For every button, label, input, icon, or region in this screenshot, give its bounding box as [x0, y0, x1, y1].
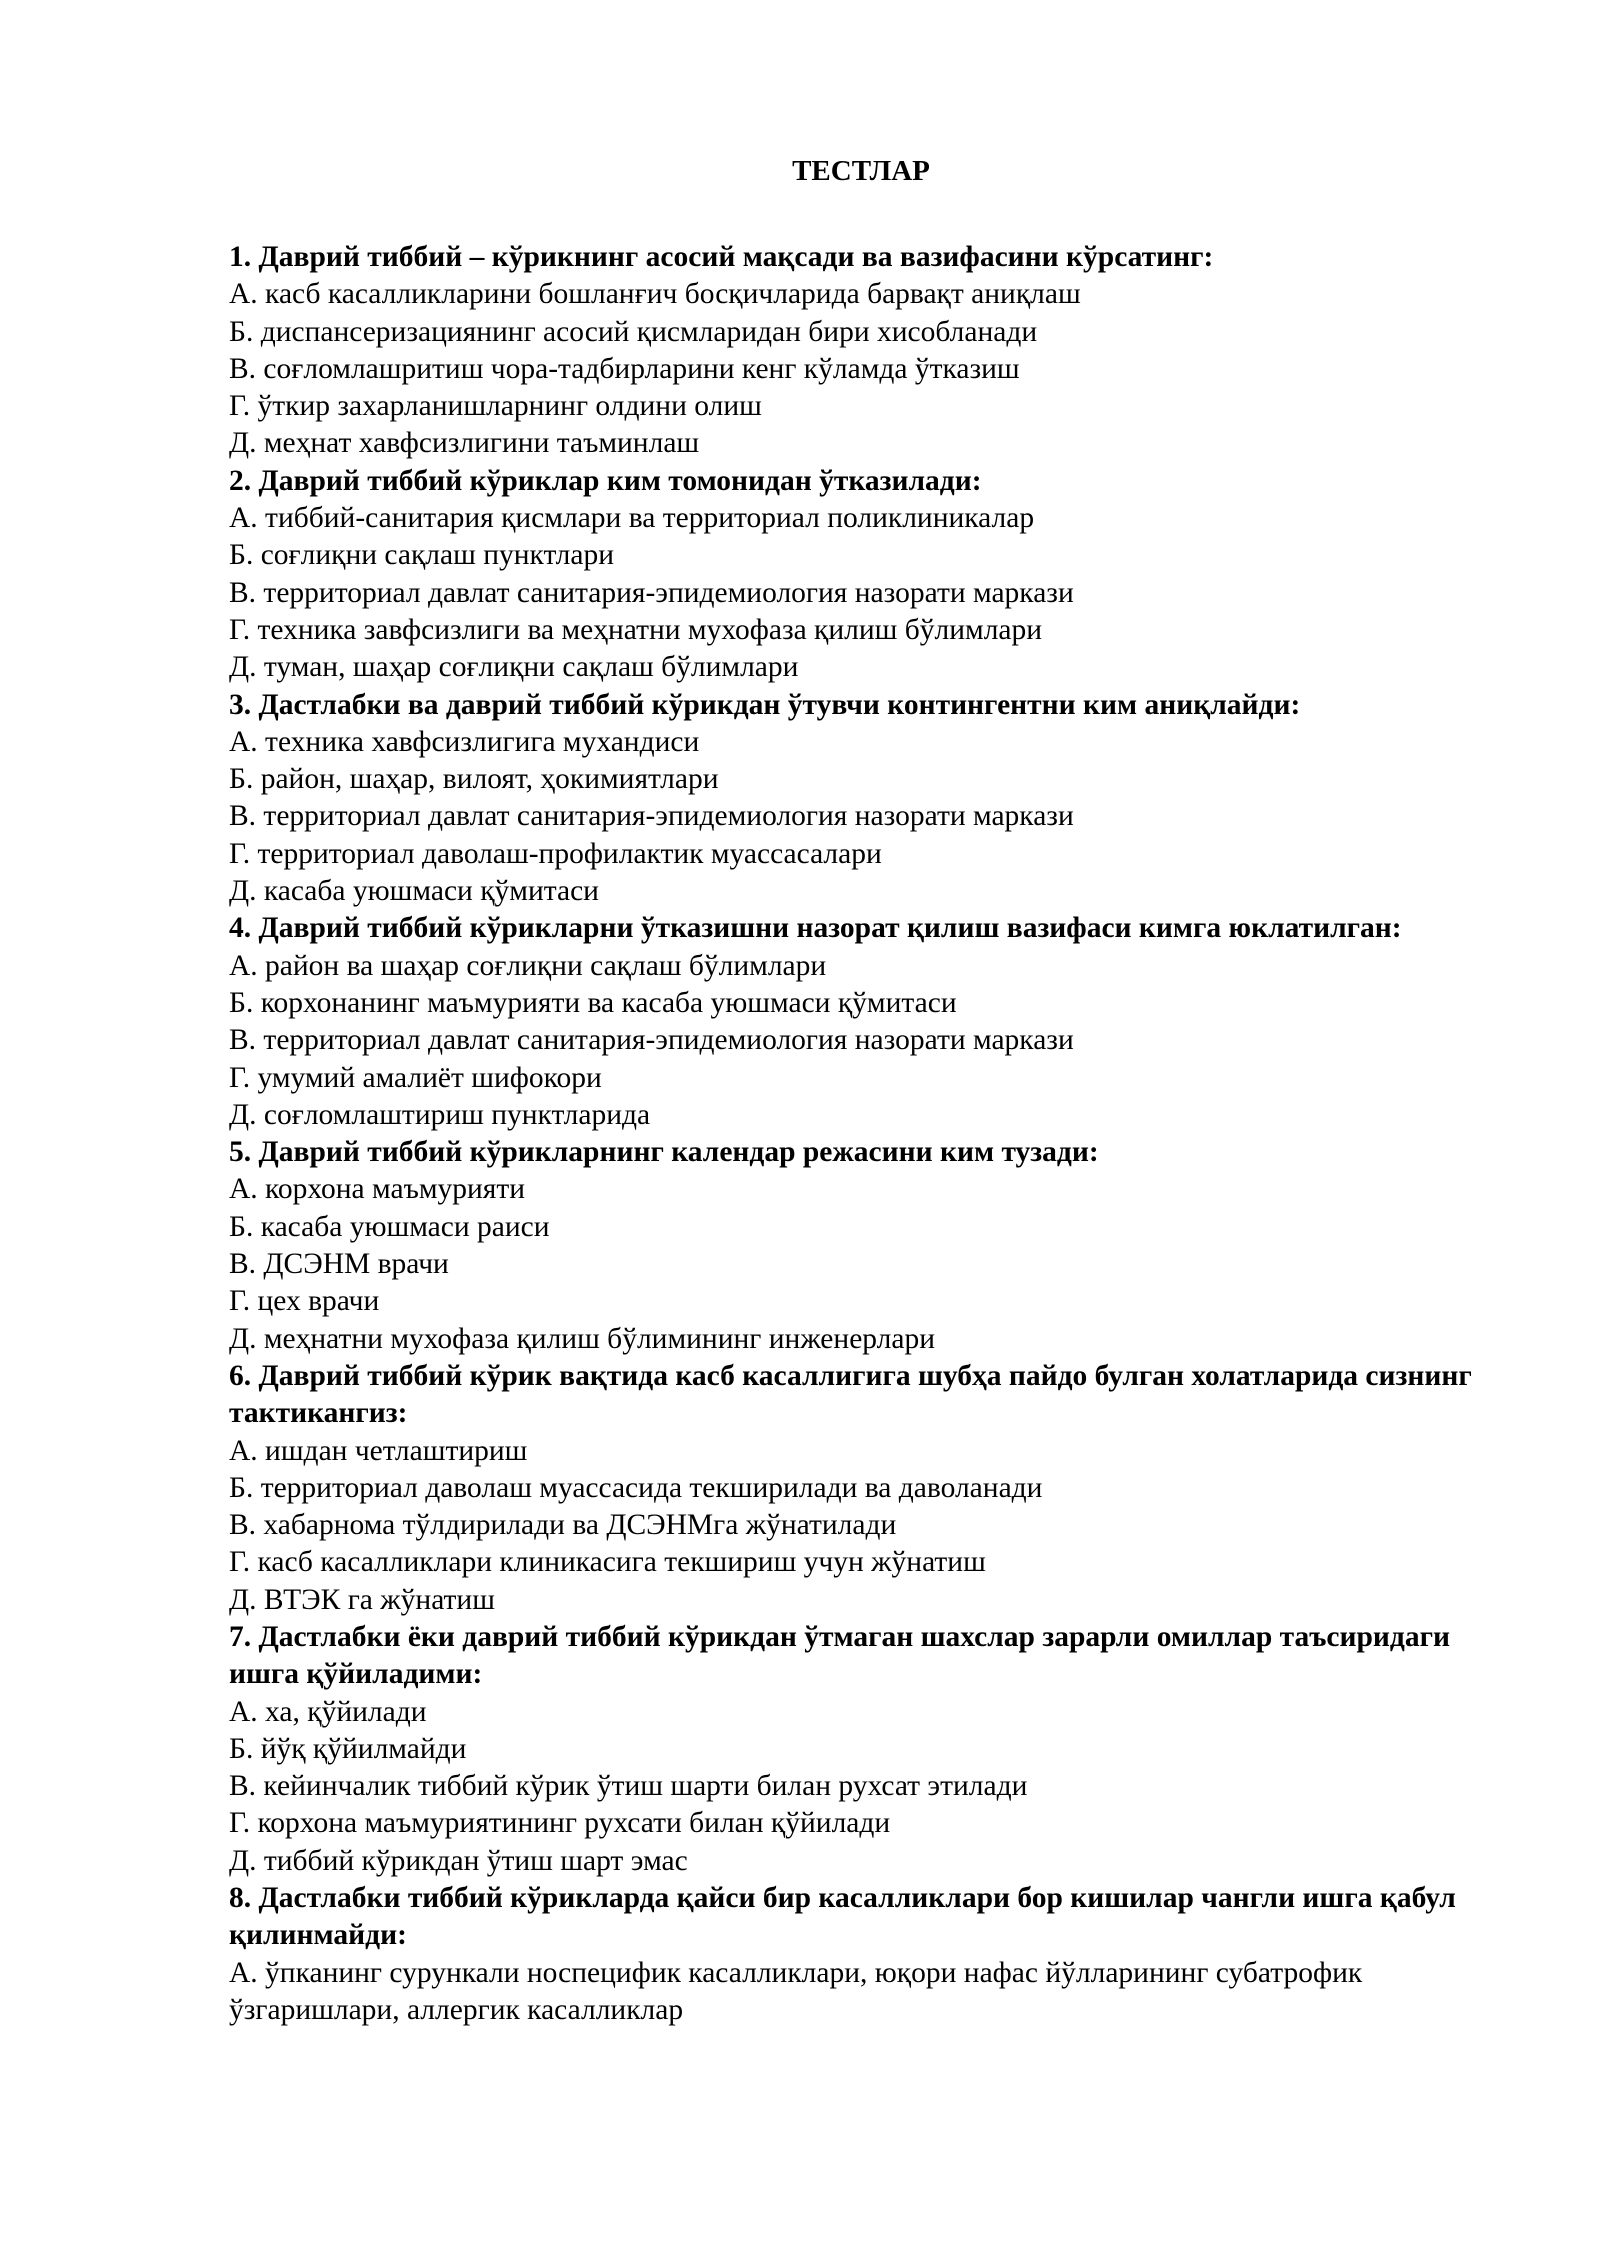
answer-option: Д. меҳнат хавфсизлигини таъминлаш — [229, 427, 700, 460]
question-text: 1. Даврий тиббий – кўрикнинг асосий мақсади ва вазифасини кўрсатинг: — [229, 241, 1214, 273]
answer-option: Д. тиббий кўрикдан ўтиш шарт эмас — [229, 1844, 688, 1877]
answer-option: В. ДСЭНМ врачи — [229, 1248, 449, 1281]
test-list — [229, 239, 1519, 2029]
question-text: 6. Даврий тиббий кўрик вақтида касб касаллигига шубҳа пайдо булган холатларида сизнинг тактикангиз: — [229, 1359, 1472, 1430]
page-title: ТЕСТЛАР — [792, 155, 930, 187]
answer-option: Г. техника завфсизлиги ва меҳнатни мухофаза қилиш бўлимлари — [229, 613, 1043, 646]
question-block — [229, 910, 1519, 1134]
question-block — [229, 687, 1519, 911]
question-text: 5. Даврий тиббий кўрикларнинг календар режасини ким тузади: — [229, 1136, 1099, 1169]
answer-option: А. тиббий-санитария қисмлари ва территориал поликлиникалар — [229, 502, 1035, 535]
answer-option: Д. меҳнатни мухофаза қилиш бўлимининг инженерлари — [229, 1322, 935, 1355]
answer-option: В. территориал давлат санитария-эпидемиология назорати маркази — [229, 1024, 1074, 1057]
answer-option: Б. территориал даволаш муассасида текширилади ва даволанади — [229, 1471, 1043, 1504]
question-text: 2. Даврий тиббий кўриклар ким томонидан ўтказилади: — [229, 464, 982, 497]
answer-option: Г. касб касалликлари клиникасига текшириш учун жўнатиш — [229, 1546, 986, 1579]
answer-option: Б. соғлиқни сақлаш пунктлари — [229, 539, 614, 572]
question-block — [229, 1619, 1519, 1880]
answer-option: Г. умумий амалиёт шифокори — [229, 1061, 602, 1094]
answer-option: Г. корхона маъмуриятининг рухсати билан қўйилади — [229, 1807, 891, 1840]
question-block — [229, 1134, 1519, 1358]
answer-option: В. соғломлашритиш чора-тадбирларини кенг кўламда ўтказиш — [229, 352, 1020, 385]
answer-option: Б. йўқ қўйилмайди — [229, 1732, 467, 1765]
answer-option: Б. диспансеризациянинг асосий қисмларидан бири хисобланади — [229, 315, 1038, 348]
answer-option: В. хабарнома тўлдирилади ва ДСЭНМга жўнатилади — [229, 1509, 897, 1542]
answer-option: А. ўпканинг сурункали носпецифик касалликлари, юқори нафас йўлларининг субатрофик ўзгаришлари, аллергик касалликлар — [229, 1956, 1363, 2026]
answer-option: А. касб касалликларини бошланғич босқичларида барвақт аниқлаш — [229, 278, 1081, 311]
answer-option: В. территориал давлат санитария-эпидемиология назорати маркази — [229, 800, 1074, 833]
answer-option: Д. соғломлаштириш пунктларида — [229, 1098, 651, 1131]
answer-option: А. район ва шаҳар соғлиқни сақлаш бўлимлари — [229, 949, 827, 982]
answer-option: А. техника хавфсизлигига мухандиси — [229, 725, 700, 758]
answer-option: Д. ВТЭК га жўнатиш — [229, 1583, 495, 1616]
question-block — [229, 463, 1519, 687]
answer-option: Д. касаба уюшмаси қўмитаси — [229, 875, 599, 908]
question-text: 4. Даврий тиббий кўрикларни ўтказишни назорат қилиш вазифаси кимга юклатилган: — [229, 912, 1402, 945]
answer-option: Г. цех врачи — [229, 1285, 380, 1318]
question-block — [229, 239, 1519, 463]
question-block — [229, 1880, 1519, 2029]
answer-option: В. кейинчалик тиббий кўрик ўтиш шарти билан рухсат этилади — [229, 1770, 1028, 1803]
answer-option: А. ха, қўйилади — [229, 1695, 427, 1728]
answer-option: Г. территориал даволаш-профилактик муассасалари — [229, 837, 882, 870]
answer-option: А. корхона маъмурияти — [229, 1173, 526, 1206]
answer-option: Д. туман, шаҳар соғлиқни сақлаш бўлимлари — [229, 651, 799, 684]
question-block — [229, 1358, 1519, 1619]
question-text: 7. Дастлабки ёки даврий тиббий кўрикдан ўтмаган шахслар зарарли омиллар таъсиридаги ишга қўйиладими: — [229, 1620, 1450, 1691]
answer-option: Б. касаба уюшмаси раиси — [229, 1210, 550, 1243]
answer-option: Б. район, шаҳар, вилоят, ҳокимиятлари — [229, 763, 719, 796]
question-text: 8. Дастлабки тиббий кўрикларда қайси бир касалликлари бор кишилар чангли ишга қабул қилинмайди: — [229, 1882, 1456, 1952]
answer-option: В. территориал давлат санитария-эпидемиология назорати маркази — [229, 576, 1074, 609]
answer-option: Б. корхонанинг маъмурияти ва касаба уюшмаси қўмитаси — [229, 986, 957, 1019]
question-text: 3. Дастлабки ва даврий тиббий кўрикдан ўтувчи контингентни ким аниқлайди: — [229, 688, 1301, 721]
answer-option: Г. ўткир захарланишларнинг олдини олиш — [229, 390, 762, 423]
answer-option: А. ишдан четлаштириш — [229, 1434, 528, 1467]
